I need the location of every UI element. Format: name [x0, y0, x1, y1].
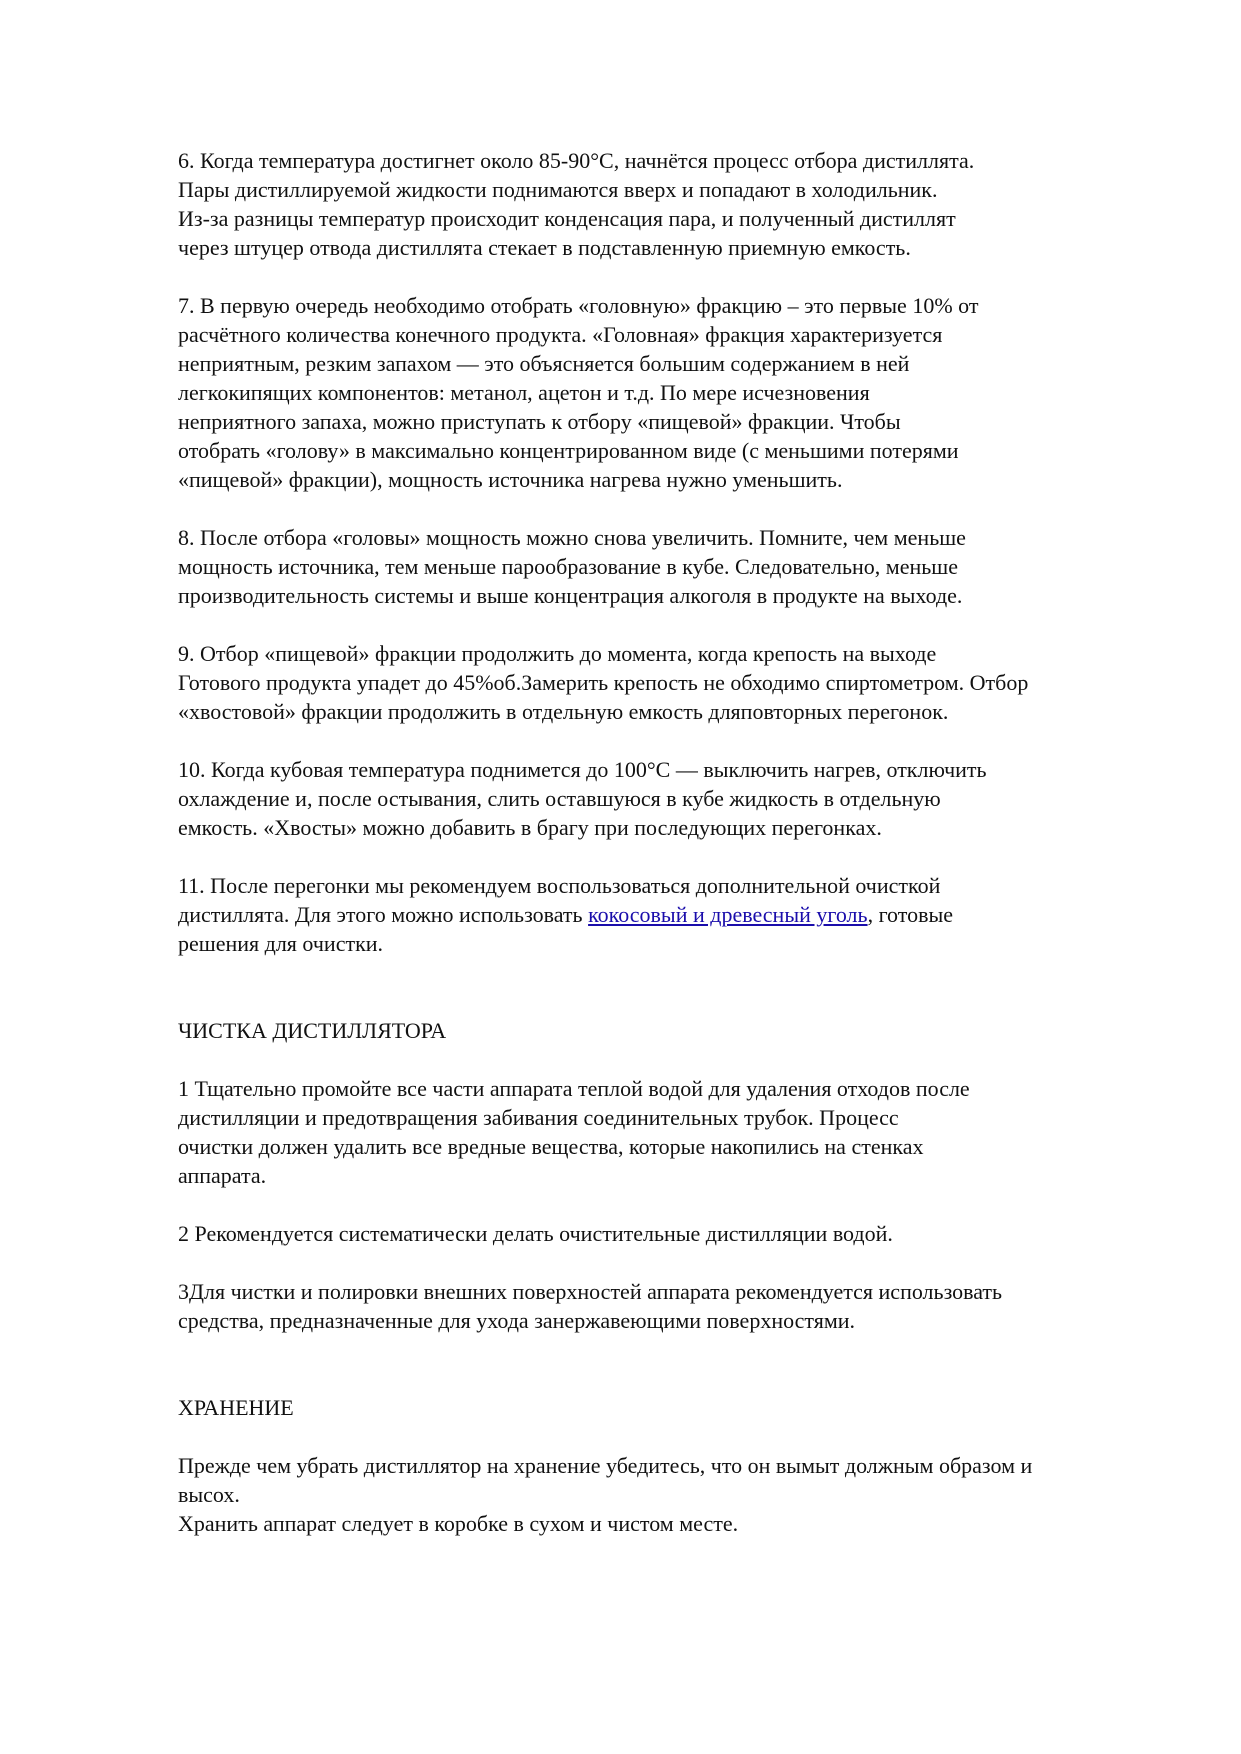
- text-line: производительность системы и выше концентрация алкоголя в продукте на выходе.: [178, 583, 963, 608]
- text-line: «пищевой» фракции), мощность источника нагрева нужно уменьшить.: [178, 467, 843, 492]
- text-line: очистки должен удалить все вредные вещества, которые накопились на стенках: [178, 1134, 924, 1159]
- text-line: неприятным, резким запахом — это объясняется большим содержанием в ней: [178, 351, 910, 376]
- text-line: Из-за разницы температур происходит конденсация пара, и полученный дистиллят: [178, 206, 956, 231]
- text-line: аппарата.: [178, 1163, 267, 1188]
- text-line: расчётного количества конечного продукта. «Головная» фракция характеризуется: [178, 322, 943, 347]
- text-line: Пары дистиллируемой жидкости поднимаются вверх и попадают в холодильник.: [178, 177, 938, 202]
- text-segment: дистиллята. Для этого можно использовать: [178, 902, 589, 927]
- text-line: решения для очистки.: [178, 931, 384, 956]
- storage-heading: ХРАНЕНИЕ: [178, 1395, 294, 1420]
- text-line: дистилляции и предотвращения забивания соединительных трубок. Процесс: [178, 1105, 899, 1130]
- step-9-paragraph: [178, 639, 1178, 726]
- text-line: 1 Тщательно промойте все части аппарата теплой водой для удаления отходов после: [178, 1076, 970, 1101]
- step-6-paragraph: [178, 146, 1178, 262]
- text-line: отобрать «голову» в максимально концентрированном виде (с меньшими потерями: [178, 438, 959, 463]
- text-line: неприятного запаха, можно приступать к отбору «пищевой» фракции. Чтобы: [178, 409, 901, 434]
- text-line: 2 Рекомендуется систематически делать очистительные дистилляции водой.: [178, 1221, 893, 1246]
- document-page: [178, 146, 1178, 1567]
- text-line: легкокипящих компонентов: метанол, ацетон и т.д. По мере исчезновения: [178, 380, 870, 405]
- charcoal-link[interactable]: кокосовый и древесный уголь: [588, 902, 868, 927]
- text-line-with-link: [178, 900, 1178, 929]
- text-line: 6. Когда температура достигнет около 85-90°С, начнётся процесс отбора дистиллята.: [178, 148, 975, 173]
- cleaning-item-3: [178, 1277, 1178, 1335]
- text-segment: , готовые: [867, 902, 954, 927]
- text-line: Готового продукта упадет до 45%об.Замерить крепость не обходимо спиртометром. Отбор: [178, 670, 1029, 695]
- text-line: 8. После отбора «головы» мощность можно снова увеличить. Помните, чем меньше: [178, 525, 966, 550]
- step-8-paragraph: [178, 523, 1178, 610]
- step-11-paragraph: [178, 871, 1178, 958]
- step-7-paragraph: [178, 291, 1178, 494]
- text-line: мощность источника, тем меньше парообразование в кубе. Следовательно, меньше: [178, 554, 958, 579]
- cleaning-item-1: [178, 1074, 1178, 1190]
- text-line: средства, предназначенные для ухода занержавеющими поверхностями.: [178, 1308, 856, 1333]
- text-line: через штуцер отвода дистиллята стекает в подставленную приемную емкость.: [178, 235, 911, 260]
- text-line: 10. Когда кубовая температура поднимется до 100°С — выключить нагрев, отключить: [178, 757, 987, 782]
- storage-paragraph: [178, 1451, 1178, 1538]
- text-line: емкость. «Хвосты» можно добавить в брагу при последующих перегонках.: [178, 815, 882, 840]
- text-line: высох.: [178, 1482, 240, 1507]
- text-line: 9. Отбор «пищевой» фракции продолжить до момента, когда крепость на выходе: [178, 641, 937, 666]
- step-10-paragraph: [178, 755, 1178, 842]
- text-line: Прежде чем убрать дистиллятор на хранение убедитесь, что он вымыт должным образом и: [178, 1453, 1033, 1478]
- cleaning-item-2: [178, 1219, 1178, 1248]
- text-line: 7. В первую очередь необходимо отобрать «головную» фракцию – это первые 10% от: [178, 293, 979, 318]
- text-line: 11. После перегонки мы рекомендуем воспользоваться дополнительной очисткой: [178, 873, 941, 898]
- text-line: охлаждение и, после остывания, слить оставшуюся в кубе жидкость в отдельную: [178, 786, 941, 811]
- text-line: 3Для чистки и полировки внешних поверхностей аппарата рекомендуется использовать: [178, 1279, 1003, 1304]
- section-spacer: [178, 1364, 1178, 1393]
- text-line: Хранить аппарат следует в коробке в сухом и чистом месте.: [178, 1511, 739, 1536]
- cleaning-heading: ЧИСТКА ДИСТИЛЛЯТОРА: [178, 1018, 447, 1043]
- text-line: «хвостовой» фракции продолжить в отдельную емкость дляповторных перегонок.: [178, 699, 949, 724]
- section-spacer: [178, 987, 1178, 1016]
